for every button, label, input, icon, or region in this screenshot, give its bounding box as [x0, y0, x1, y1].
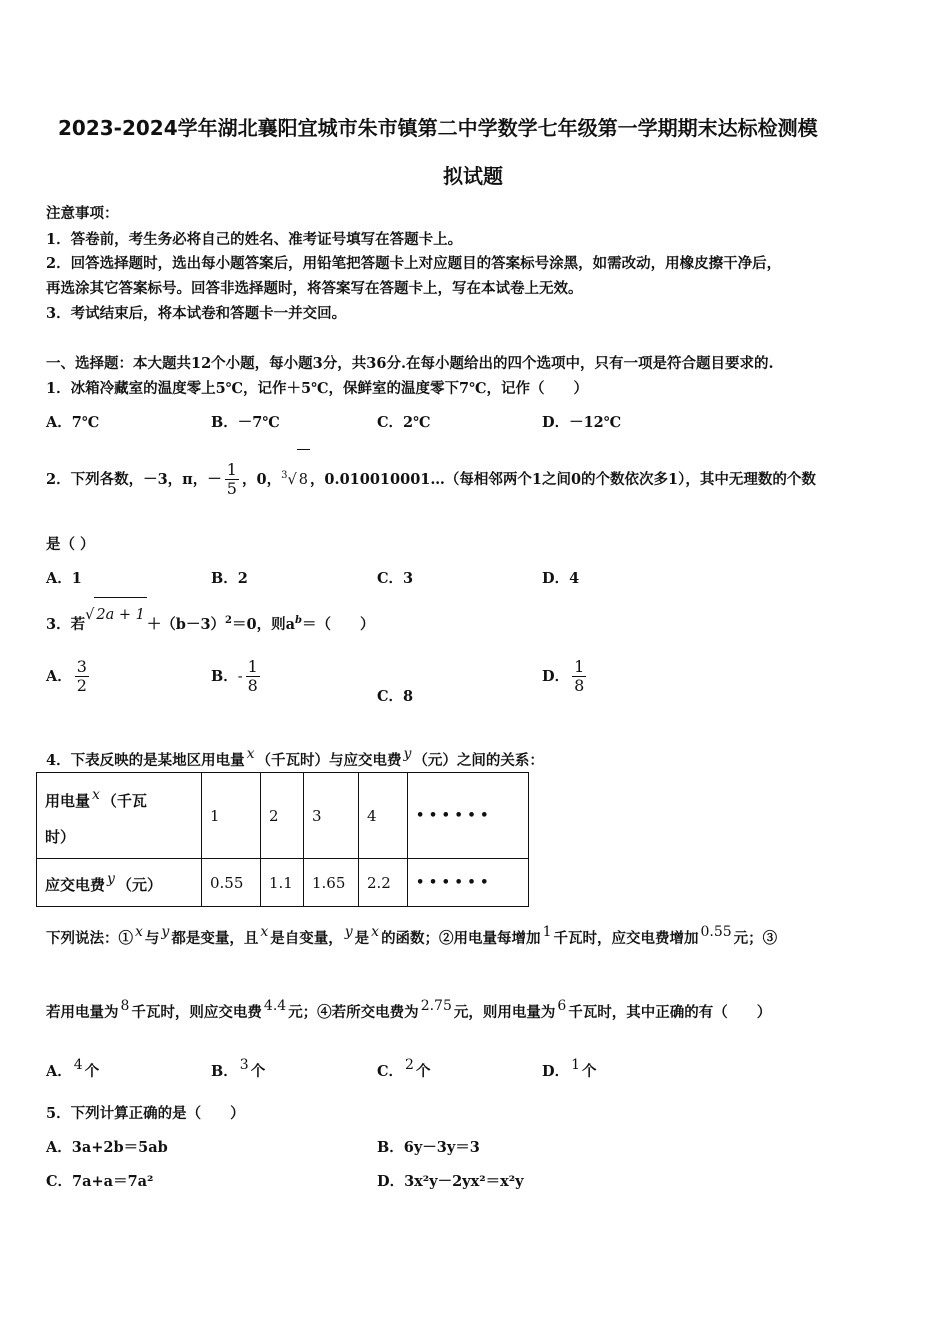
notice-item: 1．答卷前，考生务必将自己的姓名、准考证号填写在答题卡上。 [46, 231, 463, 248]
question-2-stem [46, 446, 816, 510]
notice-item: 再选涂其它答案标号。回答非选择题时，将答案写在答题卡上，写在本试卷上无效。 [46, 280, 583, 297]
q2-fraction: $\frac{1}{5}$ [226, 459, 237, 499]
q4-statements-line2: 若用电量为 8 千瓦时，则应交电费 4.4 元；④若所交电费为 2.75 元，则用电量为 6 千瓦时，其中正确的有（ ） [46, 998, 772, 1021]
q3-option-a: A． $\frac{3}{2}$ [46, 657, 87, 696]
q1-option-a: A．7℃ [46, 414, 100, 431]
q2-cube-root: $^3$√ 8 [281, 472, 310, 488]
table-cell: • • • • • • [408, 859, 529, 907]
q4-option-a: A． 4 个 [46, 1057, 100, 1080]
q3-option-b: B．- $\frac{1}{8}$ [211, 657, 258, 696]
table-cell: 4 [359, 773, 408, 859]
notice-heading: 注意事项： [46, 205, 119, 222]
section-heading: 一、选择题：本大题共12个小题，每小题3分，共36分.在每小题给出的四个选项中，只有一项是符合题目要求的. [46, 355, 774, 372]
row-header-fee: 应交电费 y （元） [37, 859, 202, 907]
q1-option-b: B．－7℃ [211, 414, 280, 431]
q4-option-b: B． 3 个 [211, 1057, 266, 1080]
table-row [37, 859, 529, 907]
table-cell: 2.2 [359, 859, 408, 907]
q1-option-c: C．2℃ [377, 414, 431, 431]
q2-text-2: ，0， [241, 470, 282, 488]
q3-option-d: D． $\frac{1}{8}$ [542, 657, 585, 696]
q5-option-a: A．3a+2b＝5ab [46, 1139, 168, 1156]
table-cell: 1.65 [304, 859, 359, 907]
question-1-stem: 1．冰箱冷藏室的温度零上5℃，记作＋5℃，保鲜室的温度零下7℃，记作（ ） [46, 380, 588, 397]
question-3-stem: 3．若√ $2a + 1+(b-3)^2=0$，则$a^b=$（ ） [46, 604, 375, 642]
electricity-table [36, 772, 529, 907]
q5-option-c: C．7a+a＝7a² [46, 1173, 154, 1190]
question-5-stem: 5．下列计算正确的是（ ） [46, 1105, 245, 1122]
q2-text-3: ，0.010010001…（每相邻两个1之间0的个数依次多1），其中无理数的个数 [309, 470, 816, 488]
page-title: 2023-2024学年湖北襄阳宜城市朱市镇第二中学数学七年级第一学期期末达标检测模 [58, 116, 818, 140]
table-cell: 1.1 [261, 859, 304, 907]
table-cell: 1 [202, 773, 261, 859]
q4-option-d: D． 1 个 [542, 1057, 597, 1080]
q2-option-c: C．3 [377, 570, 414, 587]
table-cell: 2 [261, 773, 304, 859]
q1-option-d: D．－12℃ [542, 414, 622, 431]
q3-option-c: C．8 [377, 688, 414, 705]
q5-option-b: B．6y－3y＝3 [377, 1139, 480, 1156]
notice-item: 3．考试结束后，将本试卷和答题卡一并交回。 [46, 305, 347, 322]
page-title-line2: 拟试题 [443, 164, 503, 188]
q2-option-d: D．4 [542, 570, 580, 587]
q3-sqrt: √ 2a + 1 [85, 607, 147, 623]
q4-statements-line1: 下列说法：① x 与 y 都是变量，且 x 是自变量， y 是 x 的函数；②用电量每增加 1 千瓦时，应交电费增加 0.55 元；③ [46, 924, 778, 947]
q2-option-b: B．2 [211, 570, 248, 587]
notice-item: 2．回答选择题时，选出每小题答案后，用铅笔把答题卡上对应题目的答案标号涂黑，如需改动，用橡皮擦干净后， [46, 255, 782, 272]
table-cell: 0.55 [202, 859, 261, 907]
q2-option-a: A．1 [46, 570, 82, 587]
table-cell: 3 [304, 773, 359, 859]
row-header-usage: 用电量 x （千瓦 时） [37, 773, 202, 859]
table-row [37, 773, 529, 859]
question-2-stem-line2: 是（ ） [46, 536, 95, 553]
table-cell: • • • • • • [408, 773, 529, 859]
q2-text-1: 2．下列各数，－3，π，－ [46, 470, 222, 488]
question-4-stem: 4．下表反映的是某地区用电量 x （千瓦时）与应交电费 y （元）之间的关系： [46, 746, 544, 769]
q5-option-d: D．3x²y－2yx²＝x²y [377, 1173, 524, 1190]
q4-option-c: C． 2 个 [377, 1057, 431, 1080]
